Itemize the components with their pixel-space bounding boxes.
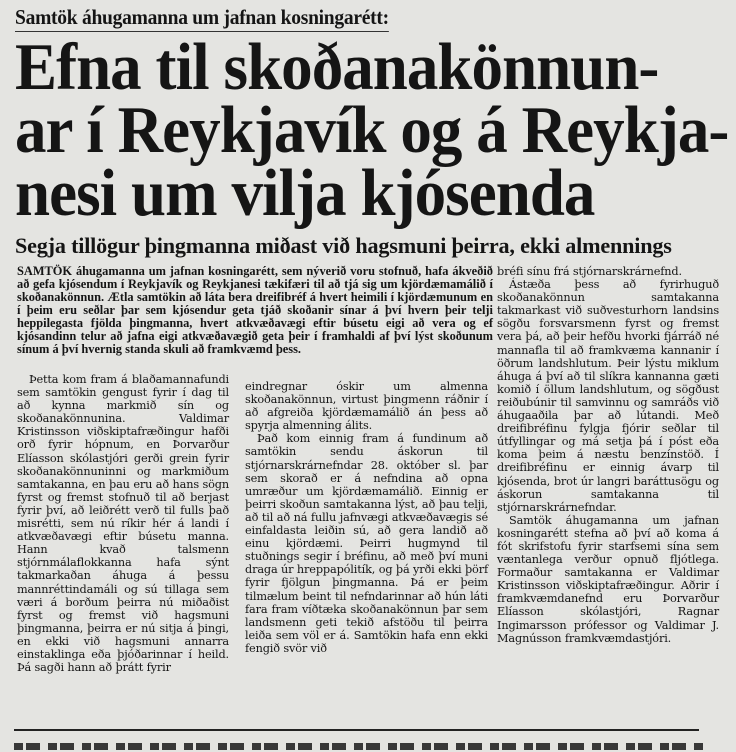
paragraph: Þetta kom fram á blaðamannafundi sem samtökin gengust fyrir í dag til að kynna markmið sín og skoðanakönnunina. Valdimar Kristinsson viðskiptafræðingur hafði orð fyrir hópnum, en Þorvarður Elíasson skólastjóri gerði grein fyrir skoðanakönnuninni og markmiðum samtakanna, en þau eru að hans sögn fyrst og fremst stofnuð til að berjast fyrir því, að leiðrétt verð til fulls það misrétti, sem nú ríkir hér á landi í atkvæðavægi eftir búsetu manna. Hann kvað talsmenn stjórnmálaflokkanna hafa sýnt takmarkaðan áhuga á þessu mannréttindamáli og sú tillaga sem væri á borðum þeirra nú miðaðist fyrst og fremst við hagsmuni þingmanna, þeirra er nú sitja á þingi, en ekki við hagsmuni annarra einstaklinga eða þjóðarinnar í heild. Þá sagði hann að þrátt fyrir <box>17 373 229 675</box>
headline-line: nesi um vilja kjósenda <box>15 156 595 230</box>
article-kicker: Samtök áhugamanna um jafnan kosningarétt: <box>15 5 389 32</box>
headline-line: Efna til skoðanakönnun- <box>15 30 659 104</box>
article-lead: SAMTÖK áhugamanna um jafnan kosningarétt, sem nýverið voru stofnuð, hafa ákveðið að gefa kjósendum í Reykjavík og Reykjanesi tækifæri til að tjá sig um kjördæmamálið í skoðanakönnun. Ætla samtökin að láta bera dreifibréf á hvert heimili í kjördæmunum en í þeim eru seðlar þar sem kjósendur geta tjáð skoðanir sínar á því hvern þeir telji heppilegasta fjölda þingmanna, hvert atkvæðavægi eftir búsetu eigi að vera og ef kjósandinn telur að jafna eigi atkvæðavægið geta þeir í framhaldi af því lýst skoðunum sínum á því hvernig standa skuli að framkvæmd þess. <box>17 264 493 356</box>
article-column-3 <box>497 265 719 645</box>
paragraph: Samtök áhugamanna um jafnan kosningarétt stefna að því að koma á fót skrifstofu fyrir starfsemi sína sem væntanlega verður opnuð fljótlega. Formaður samtakanna er Valdimar Kristinsson viðskiptafræðingur. Aðrir í framkvæmdanefnd eru Þorvarður Elíasson skólastjóri, Ragnar Ingimarsson prófessor og Valdimar J. Magnússon framkvæmdastjóri. <box>497 513 719 645</box>
cropped-next-headline <box>14 740 704 752</box>
article-subhead: Segja tillögur þingmanna miðast við hagsmuni þeirra, ekki almennings <box>15 233 672 258</box>
paragraph: bréfi sínu frá stjórnarskrárnefnd. <box>497 265 682 278</box>
paragraph: Það kom einnig fram á fundinum að samtökin sendu áskorun til stjórnarskrárnefndar 28. október sl. þar sem skorað er á nefndina að opna umræður um kjördæmamálið. Einnig er þeirri skoðun samtakanna lýst, að þau telji, að til að ná fullu jafnvægi atkvæðavægis sé einfaldasta leiðin sú, að gera landið að einu kjördæmi. Þeirri hugmynd til stuðnings segir í bréfinu, að með því muni draga úr hreppapólitík, og þá yrði ekki þörf fyrir fjölgun þingmanna. Þá er þeim tilmælum beint til nefndarinnar að hún láti fara fram víðtæka skoðanakönnun þar sem landsmenn geti tekið afstöðu til þeirra leiða sem völ er á. Samtökin hafa enn ekki fengið svör við <box>245 432 488 655</box>
paragraph: Ástæða þess að fyrirhuguð skoðanakönnun samtakanna takmarkast við suðvesturhorn landsins sögðu forsvarsmenn fyrst og fremst vera þá, að þeir hefðu hvorki fjárráð né mannafla til að framkvæma kannanir í öðrum landshlutum. Þeir lýstu miklum áhuga á því að til slíkra kannanna gæti komið í öllum landshlutum, og sögðust reiðubúnir til samvinnu og samráðs við áhugaaðila þar að lútandi. Með dreifibréfinu fylgja fjórir seðlar til útfyllingar og má setja þá í póst eða koma þeim á næstu benzínstöð. Í dreifibréfinu er einnig ávarp til kjósenda, brot úr langri baráttusögu og áskorun samtakanna til stjórnarskrárnefndar. <box>497 278 719 514</box>
section-divider <box>14 729 699 731</box>
paragraph: eindregnar óskir um almenna skoðanakönnun, virtust þingmenn ráðnir í að afgreiða kjördæmamálið án þess að spyrja almenning álits. <box>245 380 488 433</box>
article-column-1 <box>17 373 229 674</box>
headline-line: ar í Reykjavík og á Reykja- <box>15 93 729 167</box>
article-headline <box>15 30 729 230</box>
article-column-2 <box>245 380 488 655</box>
